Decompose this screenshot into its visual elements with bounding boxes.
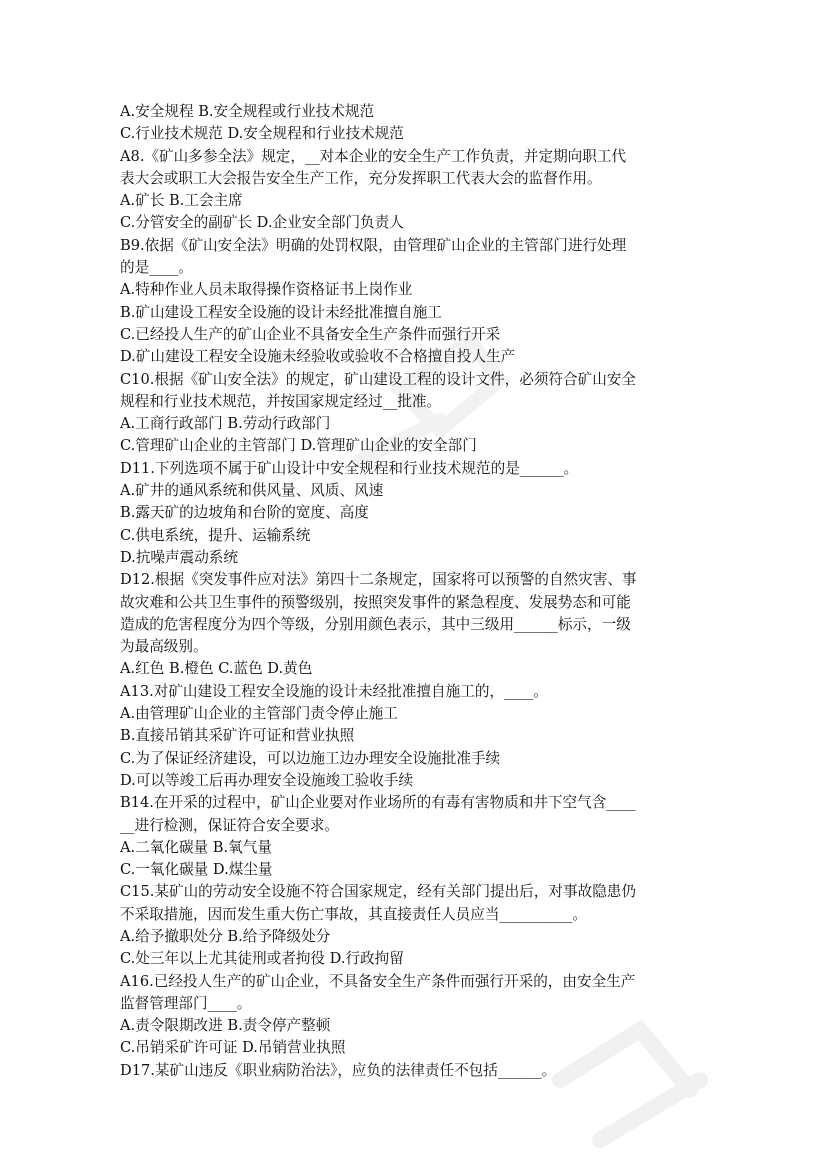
option-line: C.为了保证经济建设，可以边施工边办理安全设施批准手续 [120,749,501,767]
question-line: 表大会或职工大会报告安全生产工作，充分发挥职工代表大会的监督作用。 [120,169,602,187]
option-line: B.直接吊销其采矿许可证和营业执照 [120,727,355,745]
question-line: A16.已经投人生产的矿山企业，不具备安全生产条件而强行开采的，由安全生产 [120,972,636,990]
option-line: C.管理矿山企业的主管部门 D.管理矿山企业的安全部门 [120,437,477,455]
option-line: A.矿长 B.工会主席 [120,192,243,210]
option-line: C.已经投人生产的矿山企业不具备安全生产条件而强行开采 [120,325,501,343]
option-line: C.吊销采矿许可证 D.吊销营业执照 [120,1039,346,1057]
question-line: D17.某矿山违反《职业病防治法》，应负的法律责任不包括______。 [120,1061,557,1079]
option-line: D.可以等竣工后再办理安全设施竣工验收手续 [120,771,414,789]
text-line: C.行业技术规范 D.安全规程和行业技术规范 [120,125,404,143]
question-line: 监督管理部门____。 [120,994,252,1012]
option-line: C.分管安全的副矿长 D.企业安全部门负责人 [120,214,404,232]
option-line: C.一氧化碳量 D.煤尘量 [120,861,273,879]
question-line: D12.根据《突发事件应对法》第四十二条规定，国家将可以预警的自然灾害、事 [120,571,637,589]
question-line: B14.在开采的过程中，矿山企业要对作业场所的有毒有害物质和井下空气含____ [120,794,636,812]
question-line: 规程和行业技术规范，并按国家规定经过__批准。 [120,392,442,410]
option-line: A.由管理矿山企业的主管部门责令停止施工 [120,705,398,723]
option-line: A.二氧化碳量 B.氧气量 [120,838,272,856]
question-line: A13.对矿山建设工程安全设施的设计未经批准擅自施工的，____。 [120,682,548,700]
question-line: 不采取措施，因而发生重大伤亡事故，其直接责任人员应当__________。 [120,905,588,923]
question-line: C15.某矿山的劳动安全设施不符合国家规定，经有关部门提出后，对事故隐患仍 [120,883,636,901]
question-line: 为最高级别。 [120,638,208,656]
option-line: A.矿井的通风系统和供风量、风质、风速 [120,482,384,500]
option-line: A.红色 B.橙色 C.蓝色 D.黄色 [120,660,313,678]
option-line: A.工商行政部门 B.劳动行政部门 [120,415,331,433]
option-line: C.处三年以上尤其徒刑或者拘役 D.行政拘留 [120,950,404,968]
question-line: 故灾难和公共卫生事件的预警级别，按照突发事件的紧急程度、发展势态和可能 [120,593,631,611]
question-line: __进行检测，保证符合安全要求。 [120,816,339,834]
option-line: B.矿山建设工程安全设施的设计未经批准擅自施工 [120,303,442,321]
option-line: D.矿山建设工程安全设施未经验收或验收不合格擅自投人生产 [120,348,516,366]
option-line: D.抗噪声震动系统 [120,548,238,566]
question-line: C10.根据《矿山安全法》的规定，矿山建设工程的设计文件，必须符合矿山安全 [120,370,636,388]
question-line: A8.《矿山多参全法》规定，__对本企业的安全生产工作负责，并定期向职工代 [120,147,627,165]
option-line: B.露天矿的边坡角和台阶的宽度、高度 [120,504,369,522]
option-line: A.特种作业人员未取得操作资格证书上岗作业 [120,281,413,299]
option-line: A.责令限期改进 B.责令停产整顿 [120,1017,331,1035]
question-line: 的是____。 [120,259,193,277]
option-line: A.给予撤职处分 B.给予降级处分 [120,927,331,945]
text-line: A.安全规程 B.安全规程或行业技术规范 [120,103,375,120]
question-line: B9.依据《矿山安全法》明确的处罚权限，由管理矿山企业的主管部门进行处理 [120,236,627,254]
question-line: D11.下列选项不属于矿山设计中安全规程和行业技术规范的是______。 [120,459,579,477]
question-line: 造成的危害程度分为四个等级，分别用颜色表示，其中三级用______标示，一级 [120,615,631,633]
option-line: C.供电系统，提升、运输系统 [120,526,311,544]
question-text-block [120,101,712,1082]
